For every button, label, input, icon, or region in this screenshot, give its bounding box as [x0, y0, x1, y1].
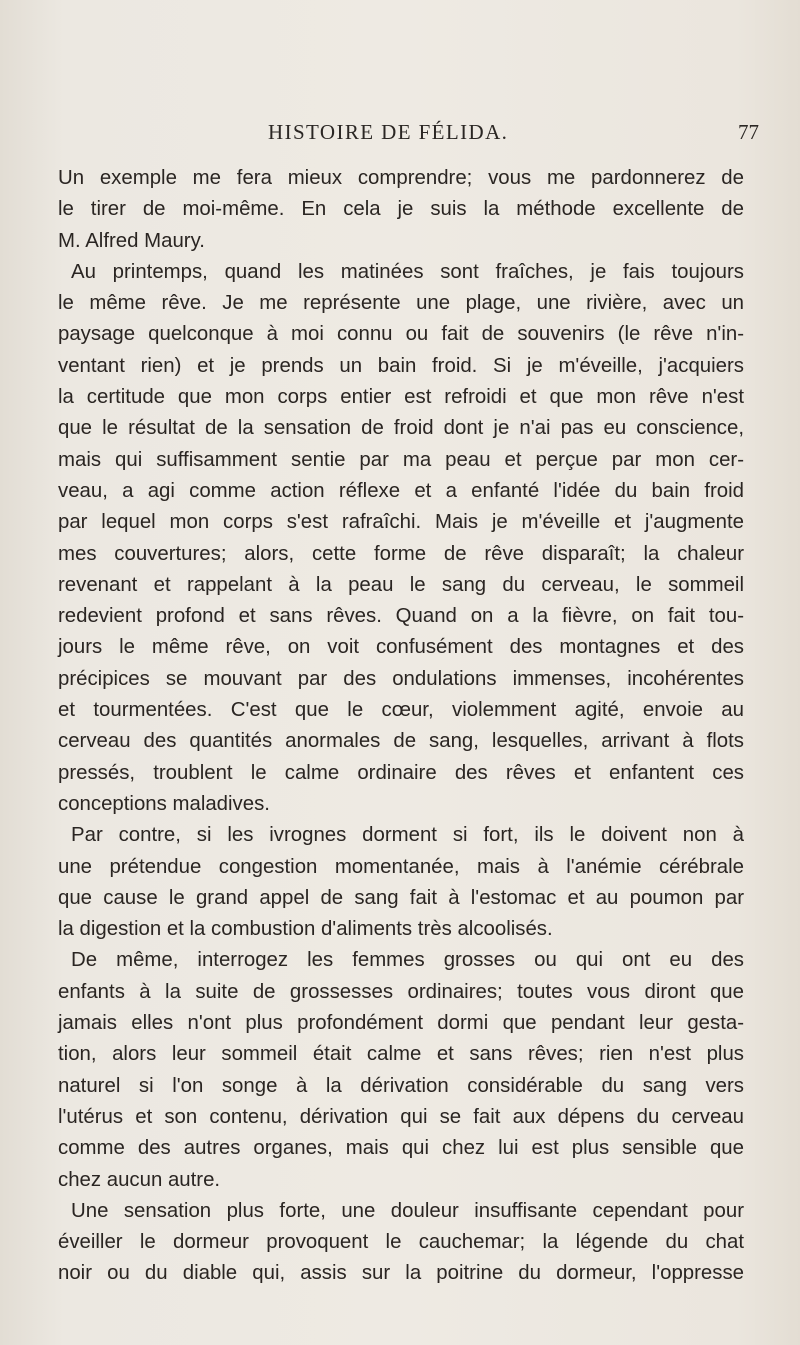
text-line: comme des autres organes, mais qui chez lui est plus sensible que	[58, 1137, 744, 1160]
paragraph-3	[58, 820, 744, 945]
text-line: mes couvertures; alors, cette forme de rêve disparaît; la chaleur	[58, 542, 744, 565]
text-line: redevient profond et sans rêves. Quand on a la fièvre, on fait tou-	[58, 605, 744, 628]
paragraph-2	[58, 257, 744, 820]
page-header	[0, 120, 800, 150]
text-line: une prétendue congestion momentanée, mais à l'anémie cérébrale	[58, 855, 744, 878]
text-line: cerveau des quantités anormales de sang, lesquelles, arrivant à flots	[58, 730, 744, 753]
paragraph-4	[58, 945, 744, 1195]
page-number: 77	[738, 120, 759, 144]
text-line: naturel si l'on songe à la dérivation considérable du sang vers	[58, 1074, 744, 1097]
text-line: éveiller le dormeur provoquent le cauchemar; la légende du chat	[58, 1231, 744, 1254]
text-line: la digestion et la combustion d'aliments très alcoolisés.	[58, 918, 553, 941]
text-line: revenant et rappelant à la peau le sang du cerveau, le sommeil	[58, 573, 744, 596]
text-line: enfants à la suite de grossesses ordinaires; toutes vous diront que	[58, 980, 744, 1003]
text-line: Au printemps, quand les matinées sont fraîches, je fais toujours	[71, 260, 744, 283]
paragraph-1	[58, 163, 744, 257]
text-line: Un exemple me fera mieux comprendre; vous me pardonnerez de	[58, 167, 744, 189]
text-line: De même, interrogez les femmes grosses ou qui ont eu des	[71, 949, 744, 972]
text-line: la certitude que mon corps entier est refroidi et que mon rêve n'est	[58, 386, 744, 409]
text-line: pressés, troublent le calme ordinaire des rêves et enfantent ces	[58, 761, 744, 784]
text-line: précipices se mouvant par des ondulations immenses, incohérentes	[58, 667, 744, 690]
text-line: que le résultat de la sensation de froid dont je n'ai pas eu conscience,	[58, 417, 744, 440]
running-title: HISTOIRE DE FÉLIDA.	[268, 120, 509, 144]
text-line: paysage quelconque à moi connu ou fait de souvenirs (le rêve n'in-	[58, 323, 744, 346]
text-line: Une sensation plus forte, une douleur insuffisante cependant pour	[71, 1199, 744, 1222]
text-line: jours le même rêve, on voit confusément des montagnes et des	[58, 636, 744, 659]
text-line: que cause le grand appel de sang fait à l'estomac et au poumon par	[58, 886, 744, 909]
text-line: par lequel mon corps s'est rafraîchi. Mais je m'éveille et j'augmente	[58, 511, 744, 534]
text-line: conceptions maladives.	[58, 792, 270, 815]
text-line: noir ou du diable qui, assis sur la poitrine du dormeur, l'oppresse	[58, 1262, 744, 1285]
text-line: l'utérus et son contenu, dérivation qui se fait aux dépens du cerveau	[58, 1105, 744, 1128]
text-line: Par contre, si les ivrognes dorment si fort, ils le doivent non à	[71, 824, 744, 847]
text-line: tion, alors leur sommeil était calme et sans rêves; rien n'est plus	[58, 1043, 744, 1066]
text-line: le tirer de moi-même. En cela je suis la méthode excellente de	[58, 198, 744, 221]
text-line: et tourmentées. C'est que le cœur, violemment agité, envoie au	[58, 699, 744, 722]
text-line: ventant rien) et je prends un bain froid. Si je m'éveille, j'acquiers	[58, 354, 744, 377]
body-text	[58, 163, 744, 1290]
text-line: veau, a agi comme action réflexe et a enfanté l'idée du bain froid	[58, 479, 744, 502]
paragraph-5	[58, 1196, 744, 1290]
text-line: jamais elles n'ont plus profondément dormi que pendant leur gesta-	[58, 1012, 744, 1035]
text-line: chez aucun autre.	[58, 1168, 221, 1191]
text-line: le même rêve. Je me représente une plage, une rivière, avec un	[58, 292, 744, 315]
text-line: M. Alfred Maury.	[58, 229, 205, 252]
text-line: mais qui suffisamment sentie par ma peau et perçue par mon cer-	[58, 448, 744, 471]
